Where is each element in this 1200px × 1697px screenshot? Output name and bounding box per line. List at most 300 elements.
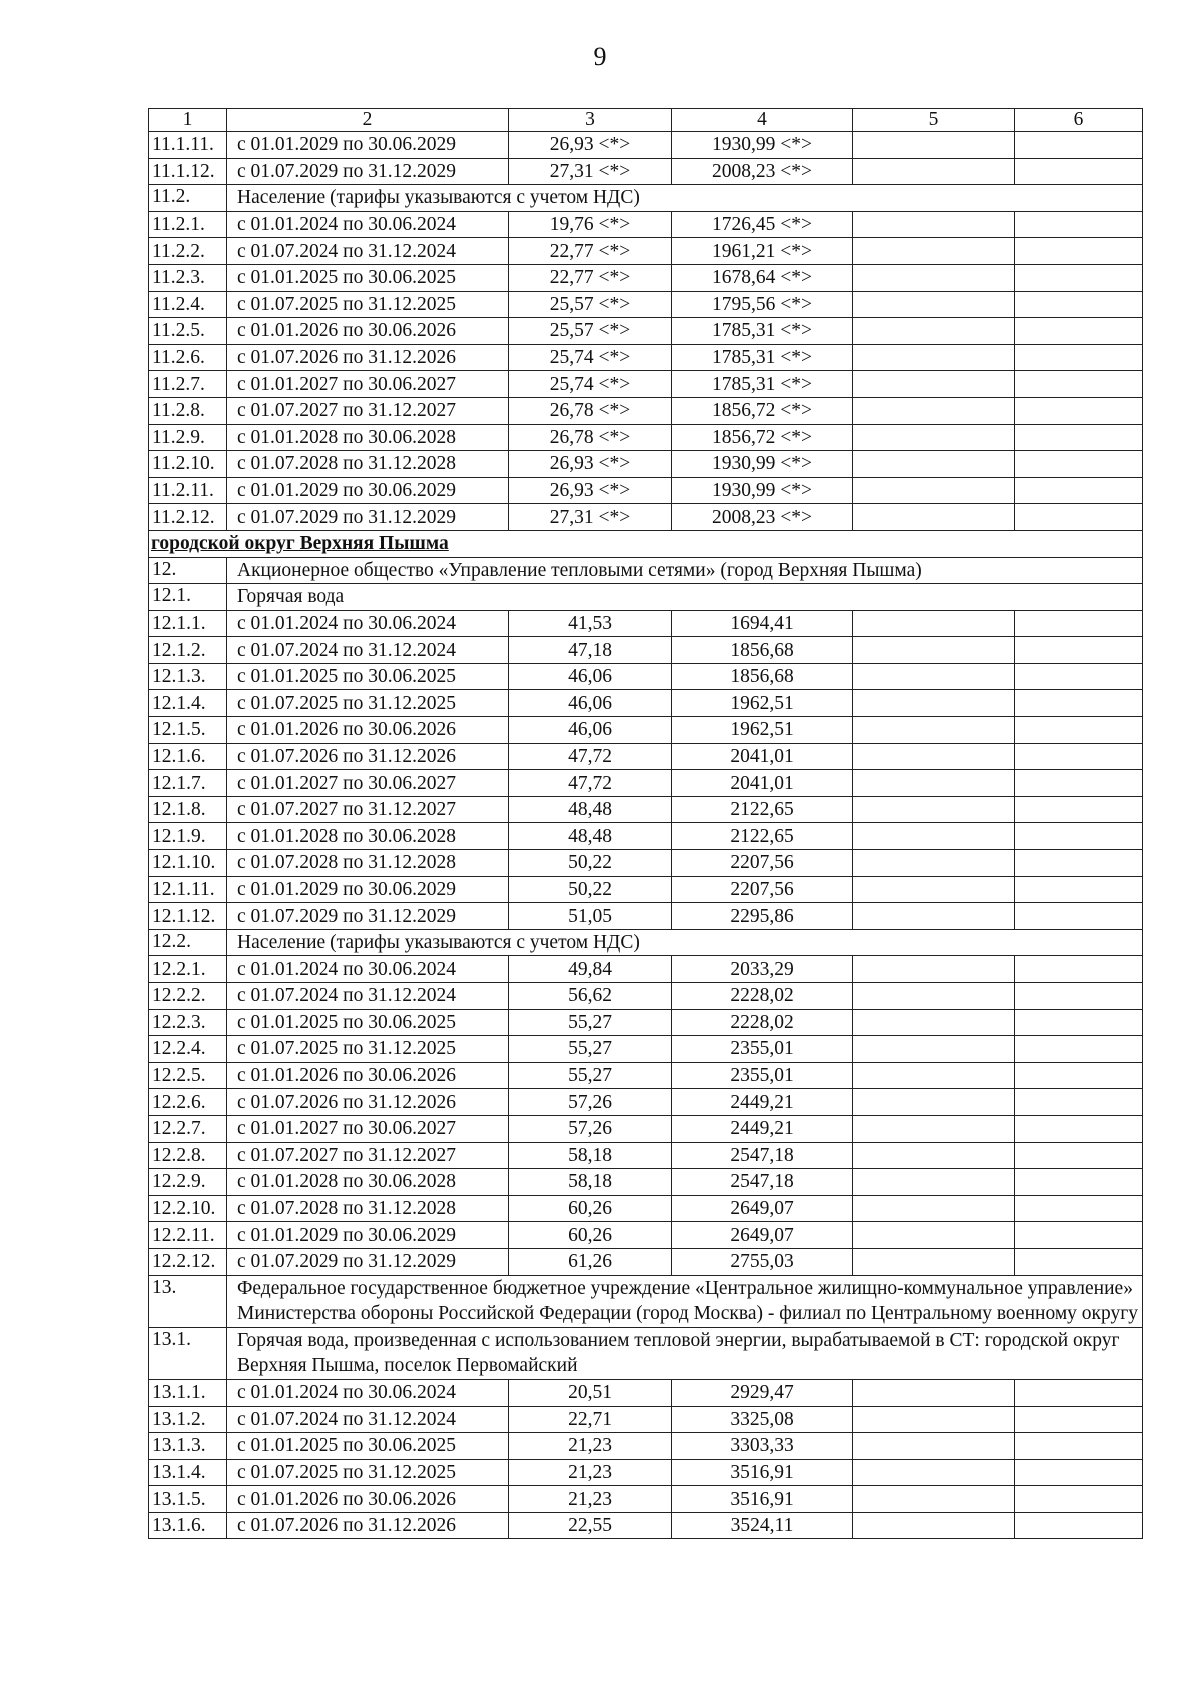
table-row (149, 637, 1143, 664)
table-row (149, 158, 1143, 185)
period-cell: с 01.01.2025 по 30.06.2025 (227, 1433, 509, 1460)
empty-cell (1015, 903, 1143, 930)
rate-cell: 21,23 (509, 1459, 672, 1486)
rate-cell: 2008,23 <*> (672, 504, 853, 531)
row-number-cell: 12.2.8. (149, 1142, 227, 1169)
row-number-cell: 13.1.1. (149, 1379, 227, 1406)
rate-cell: 1961,21 <*> (672, 238, 853, 265)
table-row (149, 1248, 1143, 1275)
rate-cell: 1930,99 <*> (672, 132, 853, 159)
empty-cell (853, 743, 1015, 770)
group-title-cell: Население (тарифы указываются с учетом НДС) (227, 929, 1143, 956)
rate-cell: 2122,65 (672, 823, 853, 850)
period-cell: с 01.07.2027 по 31.12.2027 (227, 796, 509, 823)
rate-cell: 55,27 (509, 1009, 672, 1036)
empty-cell (853, 1486, 1015, 1513)
empty-cell (853, 132, 1015, 159)
empty-cell (853, 823, 1015, 850)
empty-cell (1015, 1142, 1143, 1169)
empty-cell (1015, 211, 1143, 238)
table-row (149, 371, 1143, 398)
row-number-cell: 12.1.7. (149, 770, 227, 797)
table-row (149, 318, 1143, 345)
rate-cell: 2295,86 (672, 903, 853, 930)
column-number-row (149, 109, 1143, 132)
period-cell: с 01.07.2025 по 31.12.2025 (227, 1459, 509, 1486)
rate-cell: 41,53 (509, 610, 672, 637)
period-cell: с 01.01.2026 по 30.06.2026 (227, 1486, 509, 1513)
row-number-cell: 12.2.9. (149, 1169, 227, 1196)
rate-cell: 51,05 (509, 903, 672, 930)
row-number-cell: 12.1.4. (149, 690, 227, 717)
table-row (149, 956, 1143, 983)
rate-cell: 1930,99 <*> (672, 477, 853, 504)
row-number-cell: 12.2.3. (149, 1009, 227, 1036)
empty-cell (853, 1406, 1015, 1433)
empty-cell (853, 770, 1015, 797)
empty-cell (853, 318, 1015, 345)
column-number-cell: 6 (1015, 109, 1143, 132)
empty-cell (853, 158, 1015, 185)
period-cell: с 01.01.2026 по 30.06.2026 (227, 1062, 509, 1089)
empty-cell (853, 424, 1015, 451)
group-title-cell: Горячая вода (227, 584, 1143, 611)
empty-cell (1015, 876, 1143, 903)
empty-cell (853, 264, 1015, 291)
page-number: 9 (593, 42, 607, 71)
empty-cell (853, 610, 1015, 637)
table-row (149, 717, 1143, 744)
rate-cell: 46,06 (509, 663, 672, 690)
row-number-cell: 12.1.9. (149, 823, 227, 850)
empty-cell (853, 1036, 1015, 1063)
rate-cell: 2755,03 (672, 1248, 853, 1275)
empty-cell (853, 397, 1015, 424)
group-row (149, 557, 1143, 584)
table-row (149, 1459, 1143, 1486)
table-row (149, 743, 1143, 770)
empty-cell (1015, 823, 1143, 850)
empty-cell (853, 371, 1015, 398)
rate-cell: 57,26 (509, 1115, 672, 1142)
section-row (149, 530, 1143, 557)
row-number-cell: 11.2.10. (149, 451, 227, 478)
empty-cell (853, 876, 1015, 903)
period-cell: с 01.07.2026 по 31.12.2026 (227, 1089, 509, 1116)
table-row (149, 983, 1143, 1010)
empty-cell (853, 291, 1015, 318)
rate-cell: 1856,72 <*> (672, 397, 853, 424)
row-number-cell: 13.1. (149, 1327, 227, 1379)
empty-cell (853, 983, 1015, 1010)
table-row (149, 424, 1143, 451)
table-row (149, 504, 1143, 531)
rate-cell: 3516,91 (672, 1486, 853, 1513)
empty-cell (1015, 637, 1143, 664)
table-row (149, 610, 1143, 637)
period-cell: с 01.01.2025 по 30.06.2025 (227, 264, 509, 291)
table-row (149, 1195, 1143, 1222)
rate-cell: 2207,56 (672, 876, 853, 903)
rate-cell: 1962,51 (672, 690, 853, 717)
rate-cell: 56,62 (509, 983, 672, 1010)
row-number-cell: 12.2.5. (149, 1062, 227, 1089)
empty-cell (853, 637, 1015, 664)
group-row (149, 929, 1143, 956)
rate-cell: 47,72 (509, 743, 672, 770)
empty-cell (1015, 158, 1143, 185)
empty-cell (853, 796, 1015, 823)
rate-cell: 1856,68 (672, 663, 853, 690)
rate-cell: 2228,02 (672, 983, 853, 1010)
rate-cell: 60,26 (509, 1195, 672, 1222)
rate-cell: 21,23 (509, 1486, 672, 1513)
rate-cell: 3325,08 (672, 1406, 853, 1433)
rate-cell: 2041,01 (672, 770, 853, 797)
row-number-cell: 11.2.9. (149, 424, 227, 451)
empty-cell (1015, 770, 1143, 797)
period-cell: с 01.01.2026 по 30.06.2026 (227, 717, 509, 744)
empty-cell (853, 1379, 1015, 1406)
rate-cell: 50,22 (509, 850, 672, 877)
empty-cell (1015, 1433, 1143, 1460)
empty-cell (1015, 1062, 1143, 1089)
rate-cell: 22,55 (509, 1512, 672, 1539)
period-cell: с 01.01.2024 по 30.06.2024 (227, 1379, 509, 1406)
row-number-cell: 12.1. (149, 584, 227, 611)
row-number-cell: 12.1.2. (149, 637, 227, 664)
rate-cell: 2228,02 (672, 1009, 853, 1036)
period-cell: с 01.07.2029 по 31.12.2029 (227, 504, 509, 531)
table-row (149, 211, 1143, 238)
rate-cell: 25,74 <*> (509, 371, 672, 398)
rate-cell: 58,18 (509, 1142, 672, 1169)
rate-cell: 1856,68 (672, 637, 853, 664)
column-number-cell: 5 (853, 109, 1015, 132)
empty-cell (853, 1248, 1015, 1275)
empty-cell (1015, 1195, 1143, 1222)
table-row (149, 1169, 1143, 1196)
empty-cell (853, 956, 1015, 983)
table-row (149, 264, 1143, 291)
group-title-cell: Население (тарифы указываются с учетом НДС) (227, 185, 1143, 212)
table-row (149, 796, 1143, 823)
empty-cell (1015, 424, 1143, 451)
table-row (149, 1036, 1143, 1063)
empty-cell (853, 211, 1015, 238)
rate-cell: 47,18 (509, 637, 672, 664)
empty-cell (1015, 717, 1143, 744)
empty-cell (1015, 1036, 1143, 1063)
empty-cell (853, 1222, 1015, 1249)
row-number-cell: 11.1.11. (149, 132, 227, 159)
empty-cell (853, 1115, 1015, 1142)
rate-cell: 22,77 <*> (509, 238, 672, 265)
rate-cell: 1962,51 (672, 717, 853, 744)
rate-cell: 25,74 <*> (509, 344, 672, 371)
group-title-cell: Горячая вода, произведенная с использованием тепловой энергии, вырабатываемой в СТ: городской округ Верхняя Пышма, поселок Первомайский (227, 1327, 1143, 1379)
rate-cell: 26,78 <*> (509, 397, 672, 424)
empty-cell (853, 1089, 1015, 1116)
table-row (149, 850, 1143, 877)
tariff-table (148, 108, 1143, 1539)
table-row (149, 1486, 1143, 1513)
empty-cell (1015, 238, 1143, 265)
empty-cell (853, 1195, 1015, 1222)
empty-cell (853, 1142, 1015, 1169)
period-cell: с 01.01.2024 по 30.06.2024 (227, 610, 509, 637)
row-number-cell: 11.2.3. (149, 264, 227, 291)
row-number-cell: 11.2.11. (149, 477, 227, 504)
empty-cell (1015, 1248, 1143, 1275)
empty-cell (1015, 504, 1143, 531)
table-row (149, 1009, 1143, 1036)
table-row (149, 1115, 1143, 1142)
empty-cell (853, 850, 1015, 877)
rate-cell: 2041,01 (672, 743, 853, 770)
rate-cell: 2008,23 <*> (672, 158, 853, 185)
rate-cell: 55,27 (509, 1036, 672, 1063)
empty-cell (853, 451, 1015, 478)
empty-cell (1015, 1406, 1143, 1433)
row-number-cell: 12.2.7. (149, 1115, 227, 1142)
row-number-cell: 13.1.2. (149, 1406, 227, 1433)
table-row (149, 876, 1143, 903)
rate-cell: 3303,33 (672, 1433, 853, 1460)
rate-cell: 1785,31 <*> (672, 344, 853, 371)
empty-cell (1015, 1169, 1143, 1196)
rate-cell: 58,18 (509, 1169, 672, 1196)
row-number-cell: 11.2.7. (149, 371, 227, 398)
period-cell: с 01.07.2024 по 31.12.2024 (227, 238, 509, 265)
rate-cell: 2547,18 (672, 1142, 853, 1169)
empty-cell (1015, 477, 1143, 504)
empty-cell (1015, 1089, 1143, 1116)
rate-cell: 2649,07 (672, 1195, 853, 1222)
empty-cell (853, 1062, 1015, 1089)
period-cell: с 01.01.2029 по 30.06.2029 (227, 876, 509, 903)
empty-cell (853, 717, 1015, 744)
rate-cell: 55,27 (509, 1062, 672, 1089)
empty-cell (1015, 1115, 1143, 1142)
rate-cell: 26,78 <*> (509, 424, 672, 451)
row-number-cell: 11.2.12. (149, 504, 227, 531)
empty-cell (853, 663, 1015, 690)
period-cell: с 01.07.2026 по 31.12.2026 (227, 743, 509, 770)
period-cell: с 01.01.2027 по 30.06.2027 (227, 371, 509, 398)
period-cell: с 01.01.2027 по 30.06.2027 (227, 770, 509, 797)
rate-cell: 1694,41 (672, 610, 853, 637)
empty-cell (853, 1512, 1015, 1539)
rate-cell: 27,31 <*> (509, 158, 672, 185)
rate-cell: 48,48 (509, 796, 672, 823)
rate-cell: 3516,91 (672, 1459, 853, 1486)
table-row (149, 1089, 1143, 1116)
rate-cell: 61,26 (509, 1248, 672, 1275)
rate-cell: 19,76 <*> (509, 211, 672, 238)
empty-cell (1015, 264, 1143, 291)
period-cell: с 01.01.2024 по 30.06.2024 (227, 211, 509, 238)
empty-cell (1015, 956, 1143, 983)
table-row (149, 477, 1143, 504)
period-cell: с 01.01.2028 по 30.06.2028 (227, 1169, 509, 1196)
empty-cell (853, 477, 1015, 504)
table-row (149, 1406, 1143, 1433)
table-row (149, 1512, 1143, 1539)
table-row (149, 770, 1143, 797)
rate-cell: 1785,31 <*> (672, 371, 853, 398)
rate-cell: 46,06 (509, 690, 672, 717)
period-cell: с 01.07.2025 по 31.12.2025 (227, 690, 509, 717)
rate-cell: 2547,18 (672, 1169, 853, 1196)
row-number-cell: 12.1.11. (149, 876, 227, 903)
row-number-cell: 12.1.8. (149, 796, 227, 823)
row-number-cell: 11.2.1. (149, 211, 227, 238)
empty-cell (1015, 344, 1143, 371)
empty-cell (1015, 1512, 1143, 1539)
table-row (149, 1433, 1143, 1460)
rate-cell: 57,26 (509, 1089, 672, 1116)
empty-cell (1015, 132, 1143, 159)
period-cell: с 01.01.2026 по 30.06.2026 (227, 318, 509, 345)
empty-cell (853, 1169, 1015, 1196)
table-row (149, 903, 1143, 930)
period-cell: с 01.01.2025 по 30.06.2025 (227, 663, 509, 690)
period-cell: с 01.01.2028 по 30.06.2028 (227, 823, 509, 850)
period-cell: с 01.01.2025 по 30.06.2025 (227, 1009, 509, 1036)
table-row (149, 1379, 1143, 1406)
row-number-cell: 12.1.12. (149, 903, 227, 930)
row-number-cell: 13.1.6. (149, 1512, 227, 1539)
row-number-cell: 12.1.1. (149, 610, 227, 637)
row-number-cell: 11.2.4. (149, 291, 227, 318)
row-number-cell: 12.1.10. (149, 850, 227, 877)
period-cell: с 01.07.2028 по 31.12.2028 (227, 1195, 509, 1222)
empty-cell (853, 1009, 1015, 1036)
row-number-cell: 12. (149, 557, 227, 584)
rate-cell: 2355,01 (672, 1036, 853, 1063)
row-number-cell: 12.2.1. (149, 956, 227, 983)
period-cell: с 01.07.2025 по 31.12.2025 (227, 1036, 509, 1063)
section-title-cell: городской округ Верхняя Пышма (149, 530, 1143, 557)
row-number-cell: 11.2.5. (149, 318, 227, 345)
table-row (149, 690, 1143, 717)
table-row (149, 132, 1143, 159)
rate-cell: 2449,21 (672, 1115, 853, 1142)
rate-cell: 2929,47 (672, 1379, 853, 1406)
rate-cell: 1930,99 <*> (672, 451, 853, 478)
row-number-cell: 13.1.4. (149, 1459, 227, 1486)
rate-cell: 26,93 <*> (509, 451, 672, 478)
empty-cell (1015, 663, 1143, 690)
rate-cell: 1856,72 <*> (672, 424, 853, 451)
rate-cell: 2449,21 (672, 1089, 853, 1116)
rate-cell: 20,51 (509, 1379, 672, 1406)
period-cell: с 01.01.2029 по 30.06.2029 (227, 477, 509, 504)
period-cell: с 01.01.2028 по 30.06.2028 (227, 424, 509, 451)
group-row (149, 1275, 1143, 1327)
empty-cell (1015, 291, 1143, 318)
period-cell: с 01.07.2029 по 31.12.2029 (227, 158, 509, 185)
rate-cell: 49,84 (509, 956, 672, 983)
row-number-cell: 12.2.11. (149, 1222, 227, 1249)
rate-cell: 26,93 <*> (509, 132, 672, 159)
row-number-cell: 12.2.12. (149, 1248, 227, 1275)
table-row (149, 291, 1143, 318)
rate-cell: 60,26 (509, 1222, 672, 1249)
table-row (149, 344, 1143, 371)
column-number-cell: 2 (227, 109, 509, 132)
rate-cell: 1678,64 <*> (672, 264, 853, 291)
row-number-cell: 12.1.5. (149, 717, 227, 744)
rate-cell: 2207,56 (672, 850, 853, 877)
rate-cell: 2355,01 (672, 1062, 853, 1089)
row-number-cell: 12.2.4. (149, 1036, 227, 1063)
rate-cell: 2033,29 (672, 956, 853, 983)
period-cell: с 01.07.2029 по 31.12.2029 (227, 903, 509, 930)
row-number-cell: 12.1.3. (149, 663, 227, 690)
table-row (149, 1142, 1143, 1169)
period-cell: с 01.07.2027 по 31.12.2027 (227, 397, 509, 424)
empty-cell (1015, 690, 1143, 717)
period-cell: с 01.07.2027 по 31.12.2027 (227, 1142, 509, 1169)
empty-cell (853, 690, 1015, 717)
row-number-cell: 11.2.8. (149, 397, 227, 424)
empty-cell (853, 238, 1015, 265)
rate-cell: 50,22 (509, 876, 672, 903)
empty-cell (1015, 397, 1143, 424)
table-row (149, 663, 1143, 690)
row-number-cell: 12.2.6. (149, 1089, 227, 1116)
group-row (149, 185, 1143, 212)
empty-cell (1015, 796, 1143, 823)
period-cell: с 01.07.2026 по 31.12.2026 (227, 1512, 509, 1539)
empty-cell (1015, 743, 1143, 770)
period-cell: с 01.01.2024 по 30.06.2024 (227, 956, 509, 983)
table-row (149, 451, 1143, 478)
row-number-cell: 11.2.6. (149, 344, 227, 371)
group-row (149, 584, 1143, 611)
period-cell: с 01.07.2024 по 31.12.2024 (227, 1406, 509, 1433)
group-title-cell: Акционерное общество «Управление тепловыми сетями» (город Верхняя Пышма) (227, 557, 1143, 584)
rate-cell: 48,48 (509, 823, 672, 850)
empty-cell (1015, 983, 1143, 1010)
table-row (149, 823, 1143, 850)
period-cell: с 01.07.2024 по 31.12.2024 (227, 983, 509, 1010)
period-cell: с 01.07.2024 по 31.12.2024 (227, 637, 509, 664)
empty-cell (1015, 318, 1143, 345)
row-number-cell: 12.1.6. (149, 743, 227, 770)
empty-cell (1015, 1222, 1143, 1249)
empty-cell (853, 344, 1015, 371)
period-cell: с 01.01.2029 по 30.06.2029 (227, 132, 509, 159)
row-number-cell: 11.1.12. (149, 158, 227, 185)
rate-cell: 1795,56 <*> (672, 291, 853, 318)
empty-cell (853, 903, 1015, 930)
column-number-cell: 4 (672, 109, 853, 132)
period-cell: с 01.01.2027 по 30.06.2027 (227, 1115, 509, 1142)
column-number-cell: 1 (149, 109, 227, 132)
group-title-cell: Федеральное государственное бюджетное учреждение «Центральное жилищно-коммунальное управление» Министерства обороны Российской Федерации (город Москва) - филиал по Центральному военному округу (227, 1275, 1143, 1327)
empty-cell (1015, 371, 1143, 398)
period-cell: с 01.07.2028 по 31.12.2028 (227, 850, 509, 877)
table-row (149, 238, 1143, 265)
rate-cell: 25,57 <*> (509, 318, 672, 345)
period-cell: с 01.07.2028 по 31.12.2028 (227, 451, 509, 478)
row-number-cell: 13.1.5. (149, 1486, 227, 1513)
row-number-cell: 13. (149, 1275, 227, 1327)
rate-cell: 26,93 <*> (509, 477, 672, 504)
